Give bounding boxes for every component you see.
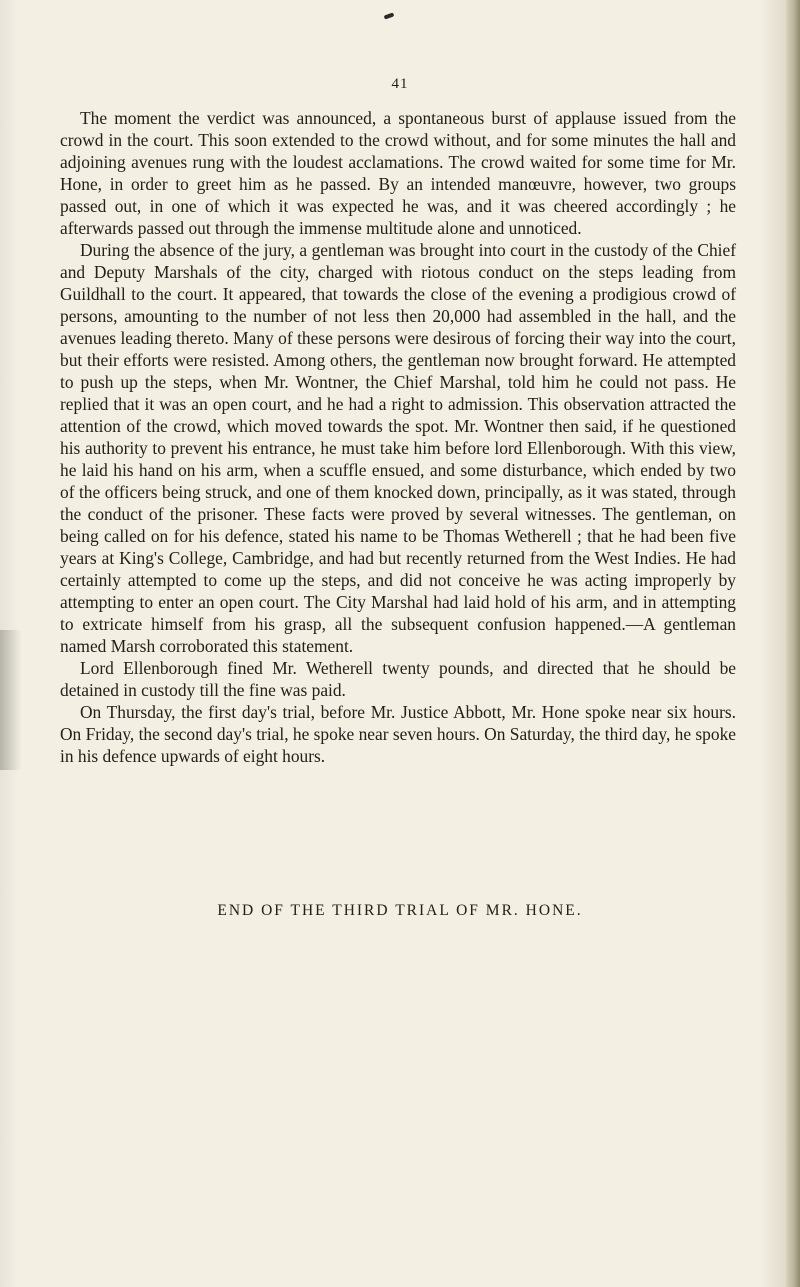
end-heading: END OF THE THIRD TRIAL OF MR. HONE. (217, 902, 583, 919)
page-number: 41 (391, 76, 409, 92)
paragraph: On Thursday, the first day's trial, before Mr. Justice Abbott, Mr. Hone spoke near six hours. On Friday, the second day's trial, he spoke near seven hours. On Saturday, the third day, he spoke in his defence upwards of eight hours. (60, 702, 736, 766)
ink-smudge (384, 12, 395, 19)
paragraph: During the absence of the jury, a gentleman was brought into court in the custody of the Chief and Deputy Marshals of the city, charged with riotous conduct on the steps leading from Guildhall to the court. It appeared, that towards the close of the evening a prodigious crowd of persons, amounting to the number of not less then 20,000 had assembled in the hall, and the avenues leading thereto. Many of these persons were desirous of forcing their way into the court, but their efforts were resisted. Among others, the gentleman now brought forward. He attempted to push up the steps, when Mr. Wontner, the Chief Marshal, told him he could not pass. He replied that it was an open court, and he had a right to admission. This observation attracted the attention of the crowd, which moved towards the spot. Mr. Wontner then said, if he questioned his authority to prevent his entrance, he must take him before lord Ellenborough. With this view, he laid his hand on his arm, when a scuffle ensued, and some disturbance, which ended by two of the officers being struck, and one of them knocked down, principally, as it was stated, through the conduct of the prisoner. These facts were proved by several witnesses. The gentleman, on being called on for his defence, stated his name to be Thomas Wetherell ; that he had been five years at King's College, Cambridge, and had but recently returned from the West Indies. He had certainly attempted to come up the steps, and did not conceive he was acting improperly by attempting to enter an open court. The City Marshal had laid hold of his arm, and in attempting to extricate himself from his grasp, all the subsequent confusion happened.—A gentleman named Marsh corroborated this statement. (60, 240, 736, 656)
paragraph: Lord Ellenborough fined Mr. Wetherell twenty pounds, and directed that he should be detained in custody till the fine was paid. (60, 658, 736, 700)
binding-shadow (0, 630, 22, 770)
body-text (60, 107, 736, 767)
paragraph: The moment the verdict was announced, a spontaneous burst of applause issued from the crowd in the court. This soon extended to the crowd without, and for some minutes the hall and adjoining avenues rung with the loudest acclamations. The crowd waited for some time for Mr. Hone, in order to greet him as he passed. By an intended manœuvre, however, two groups passed out, in one of which it was expected he was, and it was cheered accordingly ; he afterwards passed out through the immense multitude alone and unnoticed. (60, 108, 736, 238)
page-edge (786, 0, 800, 1287)
